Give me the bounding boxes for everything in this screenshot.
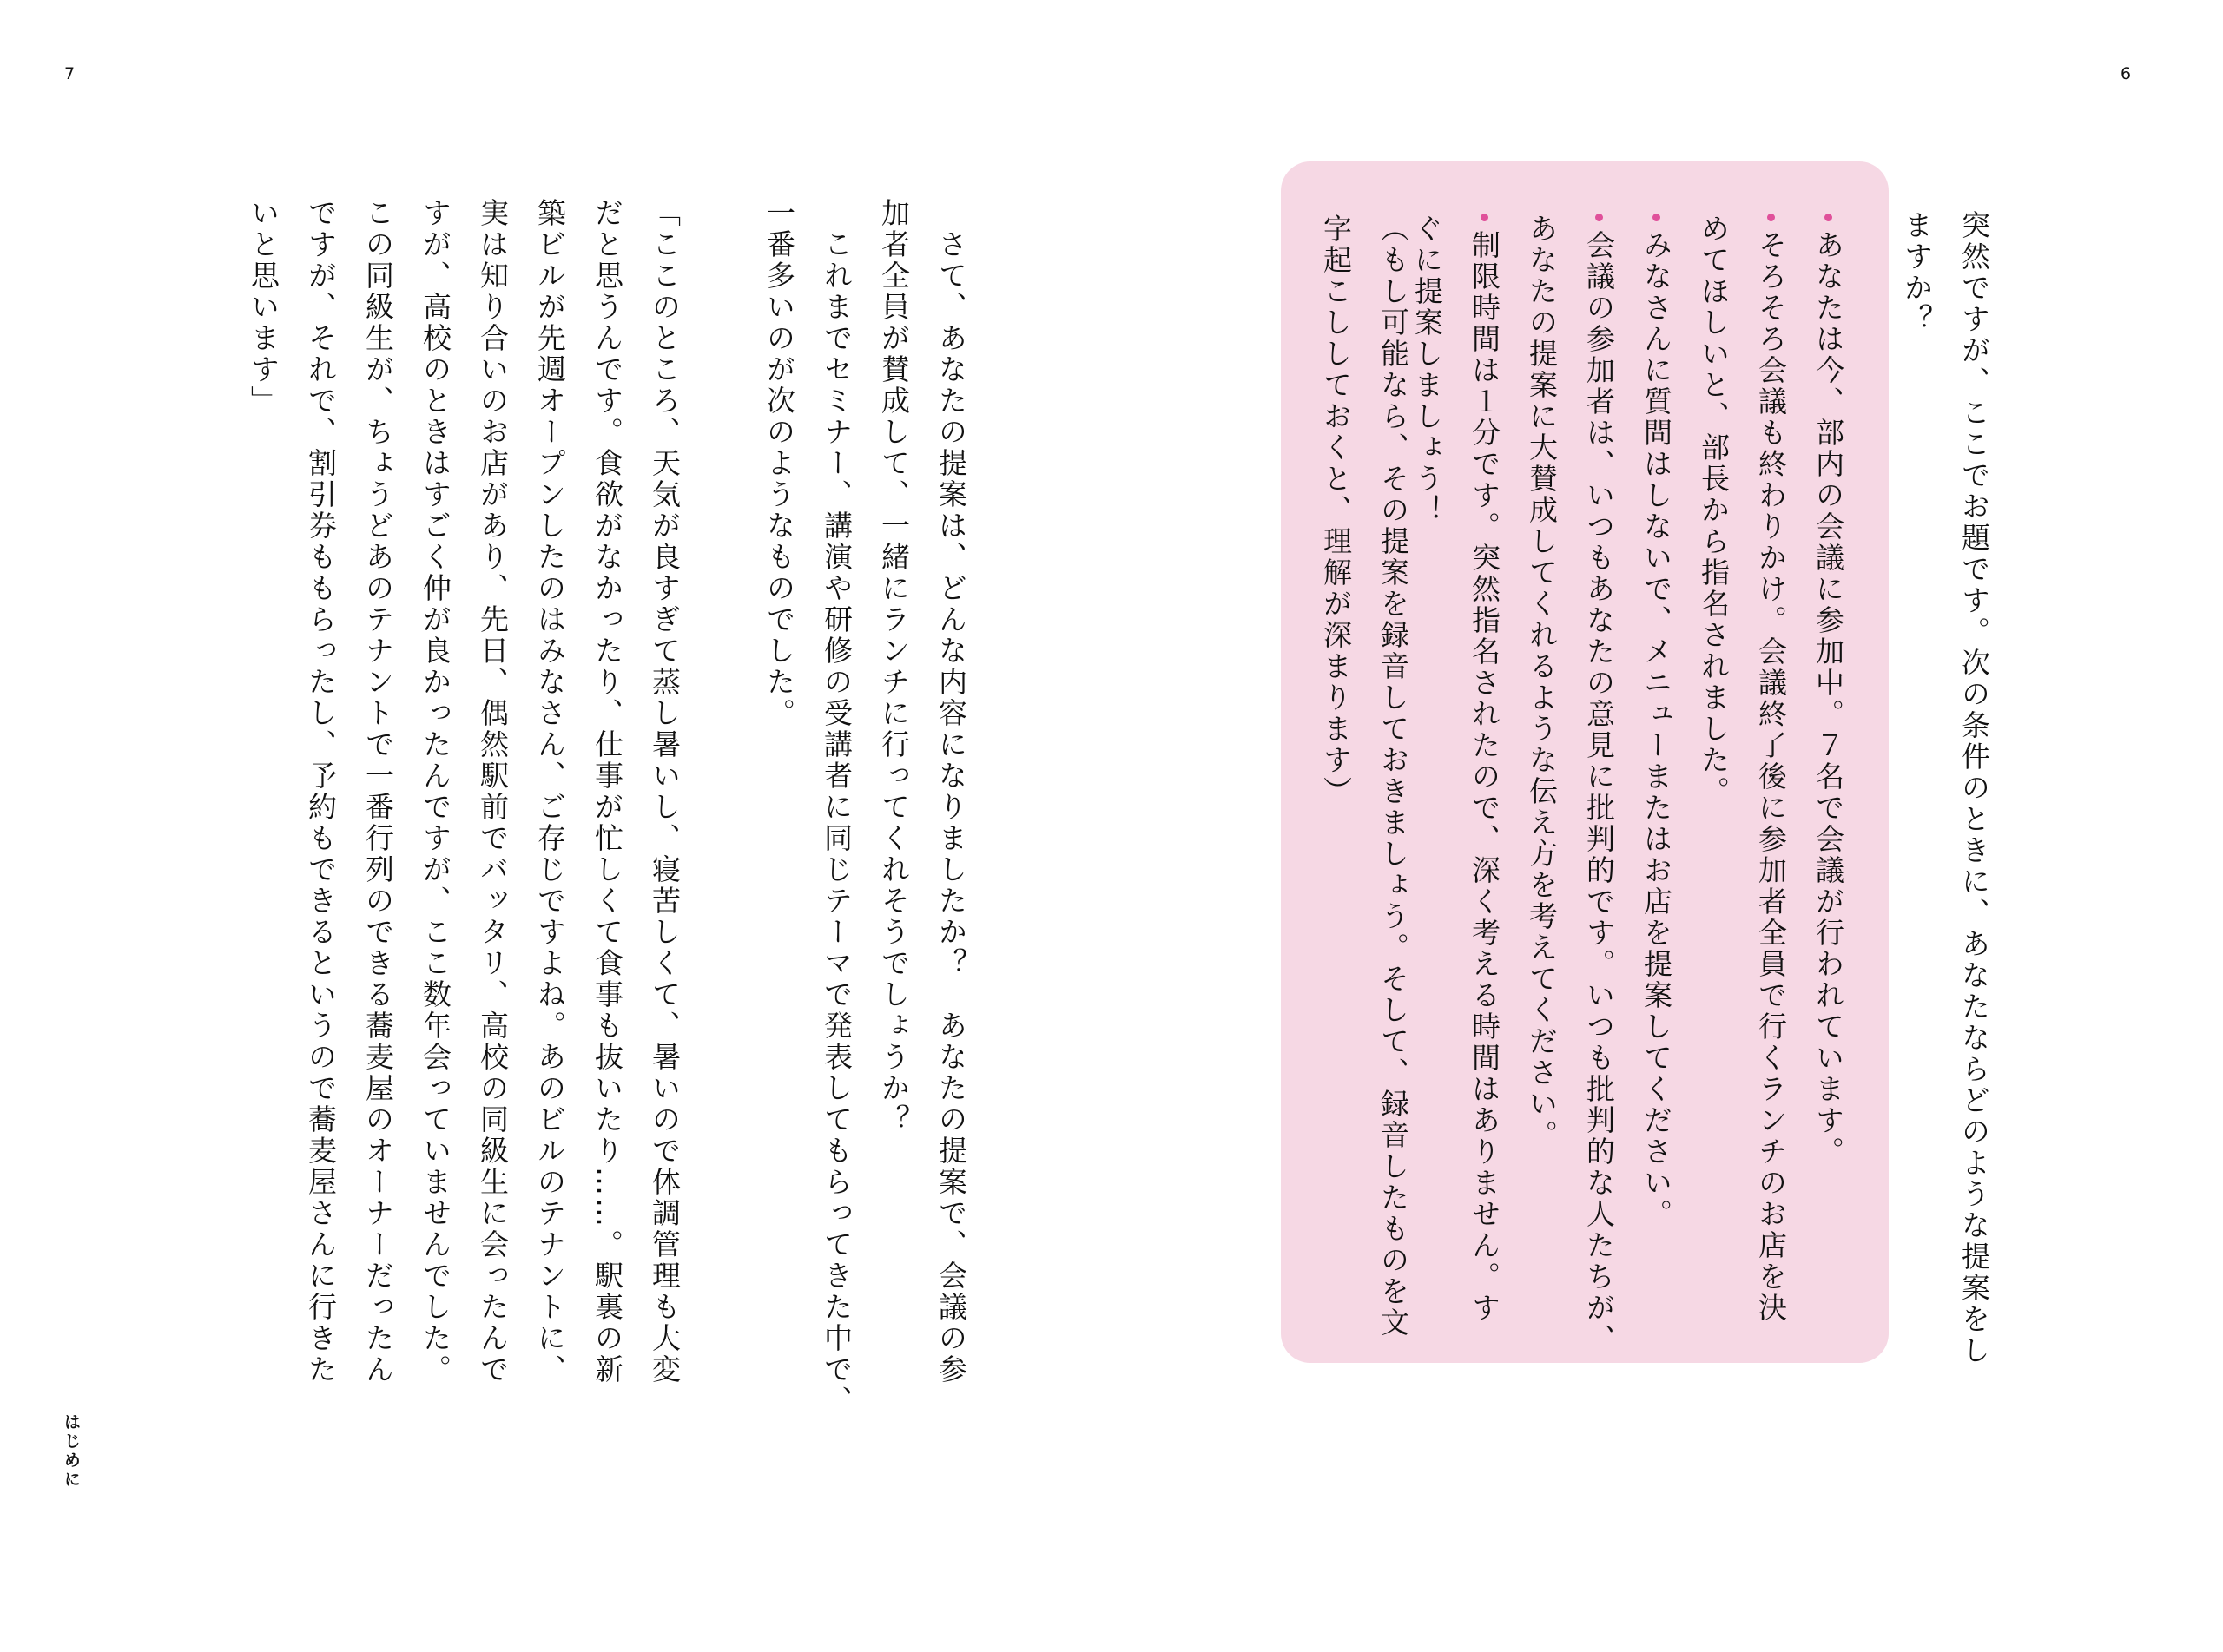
recording-note: （もし可能なら、その提案を録音しておきましょう。そして、録音したものを文 字起こししておくと、理解が深まります） (1319, 214, 1410, 1339)
intro-text: 突然ですが、ここでお題です。次の条件のときに、あなたならどのような提案をし ますか？ (1900, 210, 1991, 1366)
condition-item (1627, 214, 1685, 1342)
condition-text: 会議の参加者は、いつもあなたの意見に批判的です。いつも批判的な人たちが、 あなたの提案に大賛成してくれるような伝え方を考えてください。 (1525, 214, 1616, 1355)
condition-text: あなたは今、部内の会議に参加中。７名で会議が行われています。 (1811, 230, 1845, 1168)
conditions-list (1398, 214, 1857, 1355)
condition-item (1685, 214, 1799, 1342)
section-label: はじめに (62, 1413, 81, 1490)
bullet-icon (1652, 214, 1660, 221)
condition-text: みなさんに質問はしないで、メニューまたはお店を提案してください。 (1639, 230, 1673, 1230)
condition-item (1799, 214, 1857, 1342)
page-number-left: 7 (64, 64, 76, 83)
bullet-icon (1595, 214, 1603, 221)
condition-text: そろそろ会議も終わりかけ。会議終了後に参加者全員で行くランチのお店を決 めてほしいと、部長から指名されました。 (1697, 214, 1788, 1324)
bullet-icon (1767, 214, 1775, 221)
body-text: さて、あなたの提案は、どんな内容になりましたか？ あなたの提案で、会議の参 加者全員が賛成して、一緒にランチに行ってくれそうでしょうか？ これまでセミナー、講演や研修の受講者に同じテーマで発表してもらってきた中で、 一番多いのが次のようなものでした。 「ここのところ、天気が良すぎて蒸し暑いし、寝苦しくて、暑いので体調管理も大変 だと思うんです。食欲がなかったり、仕事が忙しくて食事も抜いたり……。駅裏の新 築ビルが先週オープンしたのはみなさん、ご存じですよね。あのビルのテナントに、 実は知り合いのお店があり、先日、偶然駅前でバッタリ、高校の同級生に会ったんで すが、高校のときはすごく仲が良かったんですが、ここ数年会っていませんでした。 この同級生が、ちょうどあのテナントで一番行列のできる蕎麦屋のオーナーだったん ですが、それで、割引券ももらったし、予約もできるというので蕎麦屋さんに行きた いと思います」 (247, 198, 968, 1417)
bullet-icon (1481, 214, 1488, 221)
condition-text: 制限時間は１分です。突然指名されたので、深く考える時間はありません。す ぐに提案しましょう！ (1410, 214, 1501, 1324)
condition-item (1513, 214, 1627, 1355)
page-number-right: 6 (2121, 64, 2132, 83)
bullet-icon (1824, 214, 1832, 221)
